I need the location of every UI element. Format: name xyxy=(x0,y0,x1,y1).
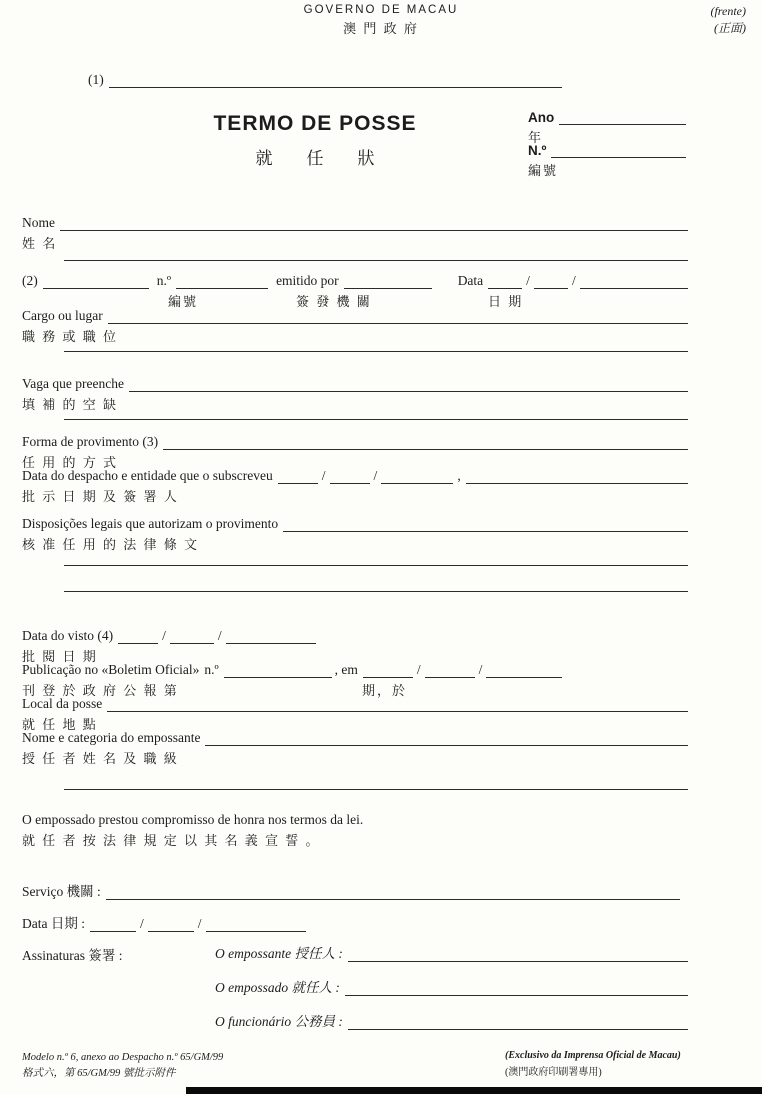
footer-model-zh: 格式六，第 65/GM/99 號批示附件 xyxy=(22,1068,176,1079)
cargo-zh-label: 職 務 或 職 位 xyxy=(22,329,119,344)
disposicoes-row xyxy=(22,516,688,532)
slash-separator: / xyxy=(197,916,202,931)
gov-name-pt: GOVERNO DE MACAU xyxy=(303,4,459,16)
nome-row xyxy=(22,215,688,231)
publicacao-month-line[interactable] xyxy=(425,673,475,678)
field-1-label: (1) xyxy=(88,72,104,87)
despacho-entidade-line[interactable] xyxy=(466,479,688,484)
assinatura-empossado-line[interactable] xyxy=(345,991,688,996)
visto-year-line[interactable] xyxy=(226,639,316,644)
compromisso-statement-pt: O empossado prestou compromisso de honra nos termos da lei. xyxy=(22,812,364,827)
slash-separator: / xyxy=(416,662,421,677)
id-doc-number-line[interactable] xyxy=(176,284,268,289)
form-title-zh: 就 任 狀 xyxy=(255,149,375,168)
data-day-line[interactable] xyxy=(90,927,136,932)
servico-label: Serviço 機關 : xyxy=(22,884,101,899)
cargo-line[interactable] xyxy=(108,319,688,324)
gov-header xyxy=(0,4,762,37)
id-doc-number-label: n.º xyxy=(156,273,172,288)
vaga-line[interactable] xyxy=(129,387,688,392)
slash-separator: / xyxy=(140,916,144,931)
comma-separator: , xyxy=(457,468,461,483)
publicacao-zh2-label: 期，於 xyxy=(362,683,408,698)
nome-line-2[interactable] xyxy=(64,247,688,261)
field-1-row xyxy=(88,72,562,88)
footer-model-pt: Modelo n.º 6, anexo ao Despacho n.º 65/GM/99 xyxy=(22,1052,224,1063)
doc-date-day-line[interactable] xyxy=(488,284,522,289)
disposicoes-zh-label: 核 准 任 用 的 法 律 條 文 xyxy=(22,537,200,552)
publicacao-year-line[interactable] xyxy=(486,673,562,678)
servico-line[interactable] xyxy=(106,895,680,900)
footer-model-note xyxy=(22,1052,223,1080)
nome-line[interactable] xyxy=(60,226,688,231)
publicacao-row xyxy=(22,662,562,678)
despacho-label: Data do despacho e entidade que o subscreveu xyxy=(22,468,273,483)
numero-label: N.º xyxy=(528,143,547,158)
assinaturas-label: Assinaturas 簽署 : xyxy=(22,948,123,963)
publicacao-em-label: , em xyxy=(334,662,358,677)
disposicoes-line-2[interactable] xyxy=(64,552,688,566)
slash-separator: / xyxy=(478,662,483,677)
vaga-zh-label: 填 補 的 空 缺 xyxy=(22,397,119,412)
local-label: Local da posse xyxy=(22,696,103,711)
doc-date-month-line[interactable] xyxy=(534,284,568,289)
doc-date-year-line[interactable] xyxy=(580,284,688,289)
assinatura-funcionario-row xyxy=(215,1010,688,1030)
forma-row xyxy=(22,434,688,450)
numero-zh-label: 編號 xyxy=(528,163,559,178)
data-year-line[interactable] xyxy=(206,927,306,932)
disposicoes-line-3[interactable] xyxy=(64,578,688,592)
publicacao-zh-label: 刊 登 於 政 府 公 報 第 xyxy=(22,683,179,698)
cargo-label: Cargo ou lugar xyxy=(22,308,103,323)
visto-label: Data do visto (4) xyxy=(22,628,114,643)
publicacao-no-line[interactable] xyxy=(224,673,332,678)
form-title: TERMO DE POSSE xyxy=(213,112,417,135)
despacho-row xyxy=(22,468,688,484)
form-title-block xyxy=(150,112,480,169)
assinatura-funcionario-line[interactable] xyxy=(348,1025,688,1030)
footer-printer-zh: (澳門政府印刷署專用) xyxy=(505,1067,602,1078)
empossante-cat-label: Nome e categoria do empossante xyxy=(22,730,201,745)
nome-label: Nome xyxy=(22,215,55,230)
despacho-day-line[interactable] xyxy=(278,479,318,484)
local-zh-label: 就 任 地 點 xyxy=(22,717,98,732)
compromisso-statement-zh: 就 任 者 按 法 律 規 定 以 其 名 義 宣 誓 。 xyxy=(22,833,321,848)
assinatura-empossante-line[interactable] xyxy=(348,957,688,962)
empossante-cat-line[interactable] xyxy=(205,741,688,746)
visto-zh-label: 批 閱 日 期 xyxy=(22,649,98,664)
field-1-line[interactable] xyxy=(109,83,562,88)
numero-row xyxy=(528,143,686,158)
assinatura-empossado-row xyxy=(215,976,688,996)
ano-zh-label: 年 xyxy=(528,130,544,145)
slash-separator: / xyxy=(162,628,166,643)
forma-zh-label: 任 用 的 方 式 xyxy=(22,455,119,470)
cargo-row xyxy=(22,308,688,324)
ano-label: Ano xyxy=(528,110,555,125)
slash-separator: / xyxy=(571,273,576,288)
assinatura-empossante-label: O empossante 授任人 : xyxy=(215,946,343,961)
empossante-cat-row xyxy=(22,730,688,746)
local-line[interactable] xyxy=(107,707,688,712)
visto-row xyxy=(22,628,316,644)
despacho-month-line[interactable] xyxy=(330,479,370,484)
servico-row xyxy=(22,880,680,900)
gov-name-zh: 澳 門 政 府 xyxy=(343,21,419,36)
doc-data-zh: 日 期 xyxy=(488,294,524,309)
vaga-row xyxy=(22,376,688,392)
zhengmian-label: (正面) xyxy=(714,21,746,35)
slash-separator: / xyxy=(526,273,530,288)
cargo-line-2[interactable] xyxy=(64,338,688,352)
visto-day-line[interactable] xyxy=(118,639,158,644)
doc-data-label: Data xyxy=(457,273,484,288)
assinatura-empossado-label: O empossado 就任人 : xyxy=(215,980,340,995)
slash-separator: / xyxy=(217,628,222,643)
data-month-line[interactable] xyxy=(148,927,194,932)
scan-artifact-bar xyxy=(186,1087,762,1094)
visto-month-line[interactable] xyxy=(170,639,214,644)
vaga-line-2[interactable] xyxy=(64,406,688,420)
ano-line[interactable] xyxy=(559,120,686,125)
assinatura-empossante-row xyxy=(215,942,688,962)
nome-zh-label: 姓 名 xyxy=(22,236,58,251)
footer-printer-pt: (Exclusivo da Imprensa Oficial de Macau) xyxy=(505,1050,681,1061)
empossante-cat-line-2[interactable] xyxy=(64,776,688,790)
slash-separator: / xyxy=(321,468,326,483)
id-doc-type-line[interactable] xyxy=(43,284,149,289)
disposicoes-label: Disposições legais que autorizam o provimento xyxy=(22,516,279,531)
publicacao-no-label: n.º xyxy=(204,662,219,677)
id-doc-row xyxy=(22,273,688,289)
id-doc-number-zh: 編號 xyxy=(168,294,199,309)
publicacao-label: Publicação no «Boletim Oficial» xyxy=(22,662,200,677)
data-row xyxy=(22,912,306,932)
page-side-note xyxy=(710,4,746,36)
data-label: Data 日期 : xyxy=(22,916,85,931)
slash-separator: / xyxy=(373,468,378,483)
emitido-por-label: emitido por xyxy=(276,273,339,288)
local-row xyxy=(22,696,688,712)
assinatura-funcionario-label: O funcionário 公務員 : xyxy=(215,1014,343,1029)
footer-printer-note xyxy=(505,1050,681,1078)
frente-label: (frente) xyxy=(710,4,746,18)
emitido-por-line[interactable] xyxy=(344,284,432,289)
emitido-por-zh: 簽 發 機 關 xyxy=(296,294,372,309)
disposicoes-line[interactable] xyxy=(283,527,688,532)
despacho-zh-label: 批 示 日 期 及 簽 署 人 xyxy=(22,489,179,504)
empossante-cat-zh-label: 授 任 者 姓 名 及 職 級 xyxy=(22,751,179,766)
ano-row xyxy=(528,110,686,125)
numero-line[interactable] xyxy=(551,153,686,158)
forma-line[interactable] xyxy=(163,445,688,450)
id-doc-label: (2) xyxy=(22,273,38,288)
vaga-label: Vaga que preenche xyxy=(22,376,124,391)
publicacao-day-line[interactable] xyxy=(363,673,413,678)
despacho-year-line[interactable] xyxy=(381,479,453,484)
forma-label: Forma de provimento (3) xyxy=(22,434,159,449)
